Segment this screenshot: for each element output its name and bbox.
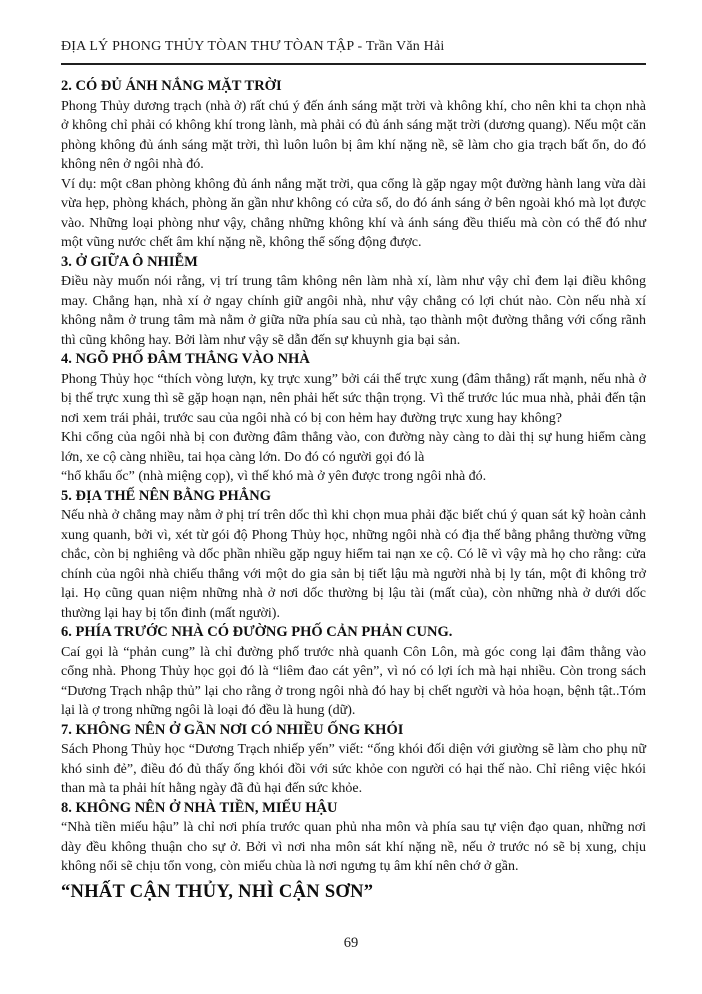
paragraph: “Nhà tiền miếu hậu” là chỉ nơi phía trước quan phủ nha môn và phía sau tự viện đạo quan, những nơi dày đều không thuận cho sự ở. Bởi vì nơi nha môn sát khí nặng nề, nếu ở trước nó sẽ bị xung, chịu không nổi sẽ chịu tổn vong, còn miếu chùa là nơi ngưng tụ âm khí nên chớ ở gần.: [61, 820, 646, 874]
section-heading: 7. KHÔNG NÊN Ở GẦN NƠI CÓ NHIỀU ỐNG KHÓI: [61, 721, 404, 738]
document-body: [61, 77, 646, 905]
paragraph: Phong Thủy dương trạch (nhà ở) rất chú ý đến ánh sáng mặt trời và không khí, cho nên khi ta chọn nhà ở không chỉ phải có không khí trong lành, mà phải có đủ ánh sáng mặt trời (dương quang). Nếu một căn phòng không đủ ánh sáng mặt trời, thì luôn luôn bị âm khí nặng nề, sẽ làm cho gia trạch bất ổn, do đó không nên ở ngôi nhà đó.: [61, 98, 646, 172]
closing-heading: “NHẤT CẬN THỦY, NHÌ CẬN SƠN”: [61, 881, 374, 902]
page-footer: [0, 934, 702, 952]
section-heading: 3. Ở GIỮA Ô NHIỄM: [61, 253, 198, 270]
paragraph: Ví dụ: một c8an phòng không đủ ánh nắng mặt trời, qua cổng là gặp ngay một đường hành lang vừa dài vừa hẹp, phòng khách, phòng ăn gần như không có cửa sổ, do đó ánh sáng ở bên ngoài khó mà lọt được vào. Những loại phòng như vậy, chẳng những không khí và ánh sáng đều thiếu mà còn có thể đó như một vũng nước chết âm khí nặng nề, không thể sống động được.: [61, 176, 646, 250]
paragraph: Khi cổng của ngôi nhà bị con đường đâm thẳng vào, con đường này càng to dài thị sự hung hiểm càng lớn, xe cộ càng nhiều, tai họa càng lớn. Do đó có người gọi đó là: [61, 430, 646, 465]
section-heading: 2. CÓ ĐỦ ÁNH NẮNG MẶT TRỜI: [61, 78, 282, 94]
page-number: 69: [343, 935, 359, 951]
section-heading: 6. PHÍA TRƯỚC NHÀ CÓ ĐƯỜNG PHỐ CẢN PHẢN CUNG.: [61, 624, 453, 640]
section-heading: 8. KHÔNG NÊN Ở NHÀ TIỀN, MIẾU HẬU: [61, 799, 338, 816]
section-heading: 4. NGÕ PHỐ ĐÂM THẲNG VÀO NHÀ: [61, 351, 310, 367]
header-divider: [61, 63, 646, 65]
paragraph: “hổ khẩu ốc” (nhà miệng cọp), vì thế khó mà ở yên được trong ngôi nhà đó.: [61, 469, 487, 484]
section-heading: 5. ĐỊA THẾ NÊN BẰNG PHẲNG: [61, 487, 272, 504]
paragraph: Caí gọi là “phản cung” là chỉ đường phố trước nhà quanh Côn Lôn, mà góc cong lại đâm thằng vào cổng nhà. Phong Thủy học gọi đó là “liêm đao cát yên”, vì nó có lợi ích mà hại nhiều. Còn trong sách “Dương Trạch nhập thủ” lại cho rằng ở trong ngôi nhà đó hay bị chết người và hỏa hoạn, bệnh tật..Tóm lại là ợ trong những ngôi là loại đó đều là hung (dữ).: [61, 644, 646, 718]
paragraph: Sách Phong Thủy học “Dương Trạch nhiếp yến” viết: “ống khói đối diện với giường sẽ làm cho phụ nữ khó sinh đẻ”, điều đó đủ thấy ống khói đồi với sức khỏe con người có hại thế nào. Chỉ riêng việc hkói than mà ta phải hít hằng ngày đã đủ hại đến sức khỏe.: [61, 742, 646, 796]
paragraph: Phong Thủy học “thích vòng lượn, kỵ trực xung” bởi cái thế trực xung (đâm thẳng) rất mạnh, nếu nhà ở bị thế trực xung thì sẽ gặp hoạn nạn, nên phải hết sức thận trọng. Vì thế trước lúc mua nhà, phải đến tận nơi xem trái phải, trước sau của ngôi nhà có bị con hẻm hay đường trực xung hay không?: [61, 371, 646, 426]
paragraph: Điều này muốn nói rằng, vị trí trung tâm không nên làm nhà xí, làm như vậy chỉ đem lại điều không may. Chẳng hạn, nhà xí ở ngay chính giữ angôi nhà, như vậy chẳng có lợi chút nào. Còn nếu nhà xí không nằm ở trung tâm mà nằm ở giữa nữa phía sau củ nhà, tạo thành một đường thẳng với cống rãnh thì cũng không hay. Bởi làm như vậy sẽ dẫn đến sự khuynh gia bại sản.: [61, 274, 646, 348]
paragraph: Nếu nhà ở chẳng may nằm ở phị trí trên dốc thì khi chọn mua phải đặc biết chú ý quan sát kỹ hoàn cảnh xung quanh, bởi vì, xét từ gói độ Phong Thủy học, những ngôi nhà có địa thế bằng phẳng thường vững chắc, còn bị nghiêng và dốc phần nhiều gặp nguy hiểm tai nạn xe cộ. Có lẽ vì vậy mà họ cho rằng: cửa chính của ngôi nhà chiếu thẳng với một do gia sản bị tiết lậu mà người nhà bị ly tán, một đi không trở lại. Họ cũng quan niệm những nhà ở nơi dốc thường bị lậu tài (mất của), còn những nhà ở dưới dốc thường lại hay bị tổn đinh (mất người).: [61, 508, 646, 621]
page-header: [61, 38, 646, 65]
running-header: ĐỊA LÝ PHONG THỦY TÒAN THƯ TÒAN TẬP - Trần Văn Hải: [61, 39, 445, 54]
